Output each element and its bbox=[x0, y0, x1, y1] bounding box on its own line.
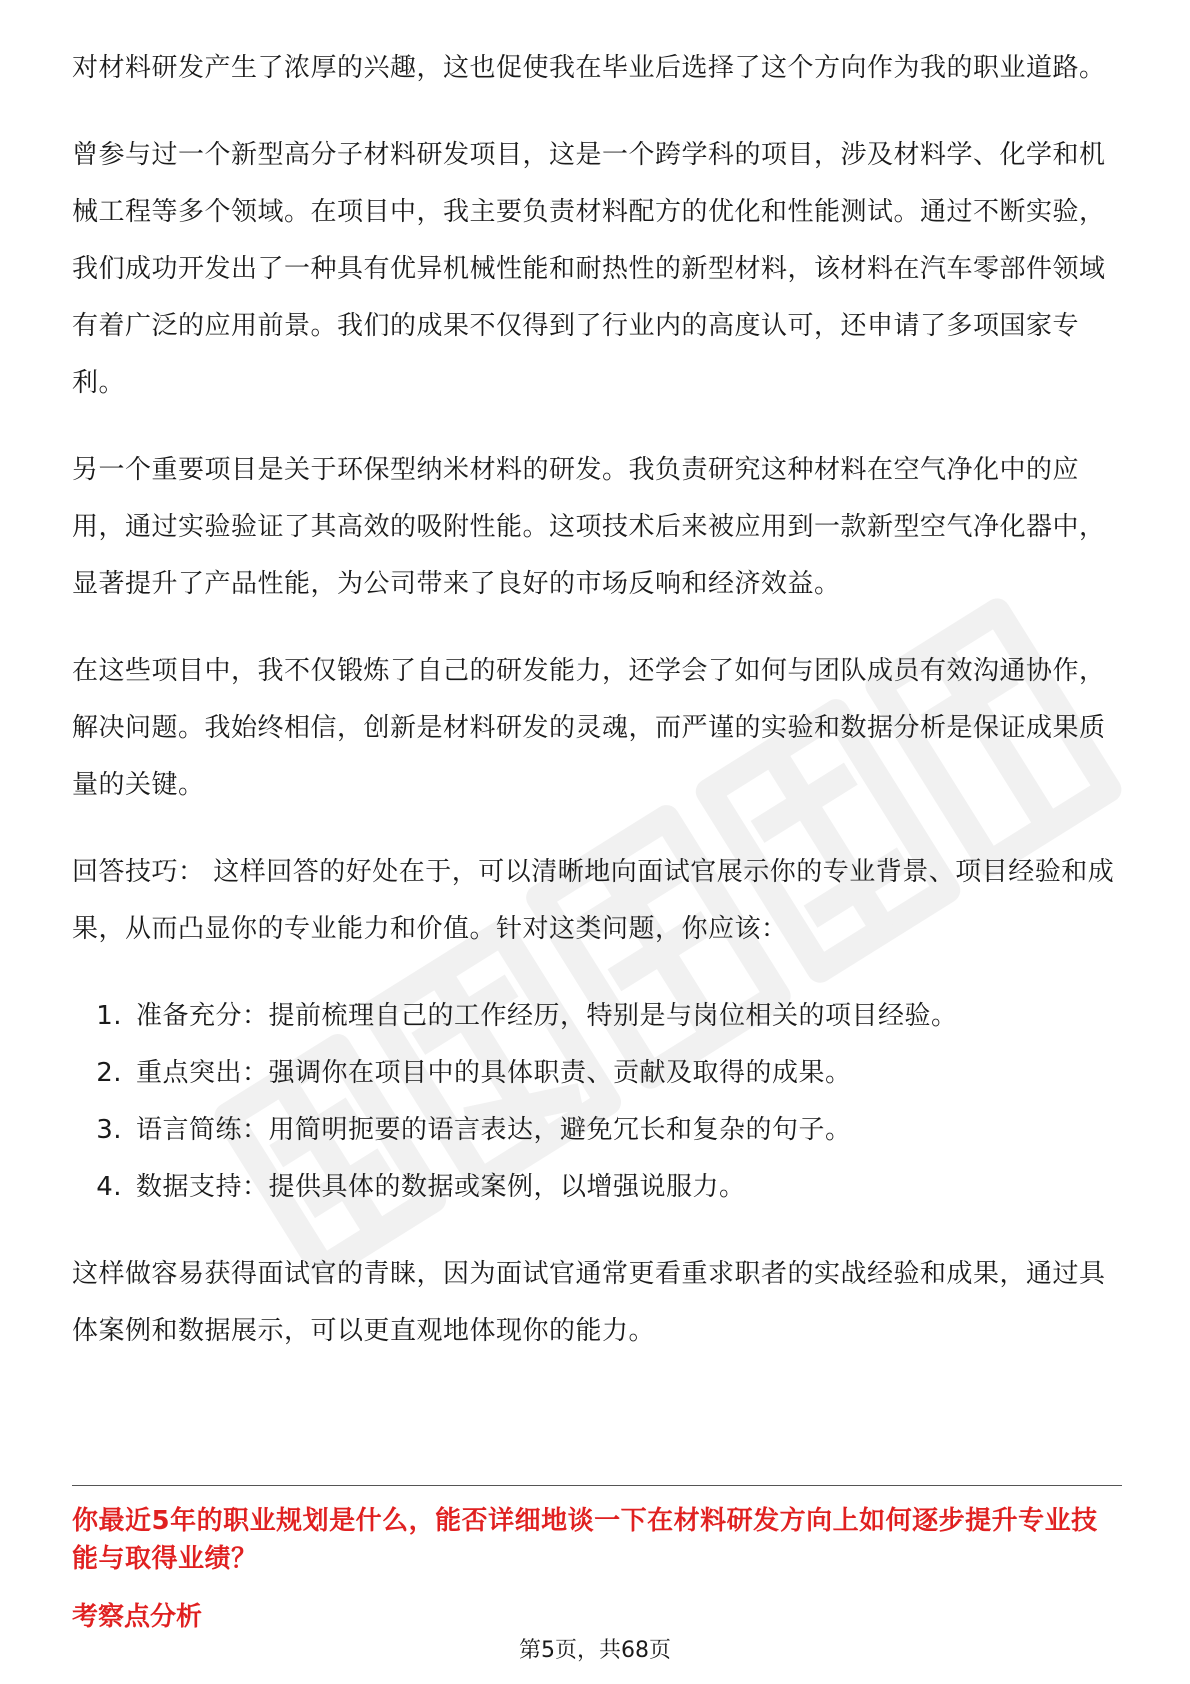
interview-question: 你最近5年的职业规划是什么，能否详细地谈一下在材料研发方向上如何逐步提升专业技能与取得业绩？ bbox=[72, 1506, 1098, 1574]
list-item-number: 2. bbox=[96, 1058, 122, 1088]
list-item-number: 4. bbox=[96, 1172, 122, 1202]
page-number: 第5页，共68页 bbox=[519, 1638, 671, 1663]
list-item bbox=[72, 1045, 1122, 1102]
list-item-text: 语言简练：用简明扼要的语言表达，避免冗长和复杂的句子。 bbox=[136, 1115, 852, 1145]
list-item-number: 1. bbox=[96, 1001, 122, 1031]
paragraph-closing: 这样做容易获得面试官的青睐，因为面试官通常更看重求职者的实战经验和成果，通过具体案例和数据展示，可以更直观地体现你的能力。 bbox=[72, 1259, 1106, 1346]
paragraph-intro-continued: 对材料研发产生了浓厚的兴趣，这也促使我在毕业后选择了这个方向作为我的职业道路。 bbox=[72, 53, 1106, 83]
list-item bbox=[72, 1102, 1122, 1159]
list-item-number: 3. bbox=[96, 1115, 122, 1145]
paragraph-reflection: 在这些项目中，我不仅锻炼了自己的研发能力，还学会了如何与团队成员有效沟通协作，解决问题。我始终相信，创新是材料研发的灵魂，而严谨的实验和数据分析是保证成果质量的关键。 bbox=[72, 656, 1106, 800]
paragraph-polymer-project: 曾参与过一个新型高分子材料研发项目，这是一个跨学科的项目，涉及材料学、化学和机械工程等多个领域。在项目中，我主要负责材料配方的优化和性能测试。通过不断实验，我们成功开发出了一种具有优异机械性能和耐热性的新型材料，该材料在汽车零部件领域有着广泛的应用前景。我们的成果不仅得到了行业内的高度认可，还申请了多项国家专利。 bbox=[72, 140, 1106, 398]
document-body bbox=[72, 40, 1122, 1390]
section-subheading: 考察点分析 bbox=[72, 1602, 203, 1632]
paragraph-answer-tips: 回答技巧： 这样回答的好处在于，可以清晰地向面试官展示你的专业背景、项目经验和成果，从而凸显你的专业能力和价值。针对这类问题，你应该： bbox=[72, 857, 1115, 944]
tips-list bbox=[72, 988, 1122, 1216]
list-item-text: 准备充分：提前梳理自己的工作经历，特别是与岗位相关的项目经验。 bbox=[136, 1001, 958, 1031]
list-item bbox=[72, 988, 1122, 1045]
section-divider bbox=[72, 1485, 1122, 1486]
list-item-text: 重点突出：强调你在项目中的具体职责、贡献及取得的成果。 bbox=[136, 1058, 852, 1088]
list-item-text: 数据支持：提供具体的数据或案例，以增强说服力。 bbox=[136, 1172, 746, 1202]
paragraph-nano-project: 另一个重要项目是关于环保型纳米材料的研发。我负责研究这种材料在空气净化中的应用，通过实验验证了其高效的吸附性能。这项技术后来被应用到一款新型空气净化器中，显著提升了产品性能，为公司带来了良好的市场反响和经济效益。 bbox=[72, 455, 1106, 599]
list-item bbox=[72, 1159, 1122, 1216]
